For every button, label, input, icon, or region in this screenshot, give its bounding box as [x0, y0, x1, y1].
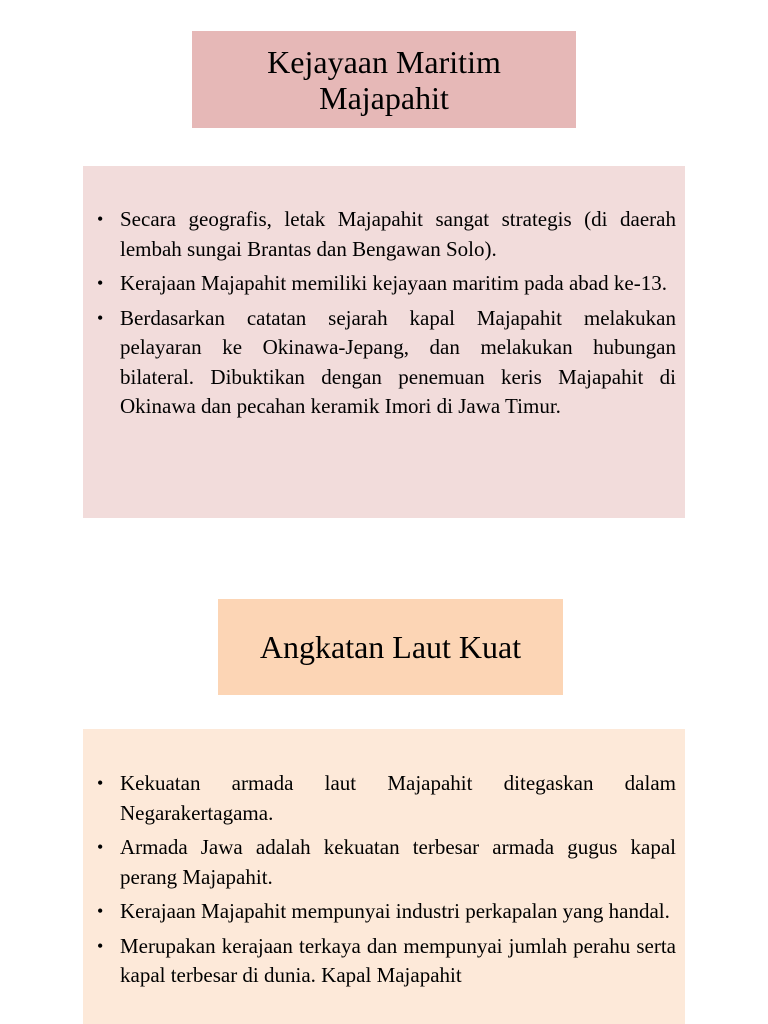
bullet-icon: •	[97, 307, 104, 328]
bullet-item	[93, 269, 676, 299]
bullet-icon: •	[97, 273, 104, 293]
section2-content-box	[83, 729, 685, 1024]
bullet-item	[93, 833, 676, 892]
bullet-icon: •	[97, 209, 104, 229]
bullet-icon: •	[97, 773, 104, 793]
section1-title-box	[192, 31, 576, 128]
bullet-text: Armada Jawa adalah kekuatan terbesar armada gugus kapal perang Majapahit.	[120, 835, 676, 889]
bullet-item	[93, 897, 676, 927]
bullet-item	[93, 769, 676, 828]
bullet-text: Merupakan kerajaan terkaya dan mempunyai jumlah perahu serta kapal terbesar di dunia. Kapal Majapahit	[120, 933, 676, 987]
bullet-text: Kerajaan Majapahit mempunyai industri perkapalan yang handal.	[120, 899, 670, 923]
bullet-item	[93, 205, 676, 264]
section1-title: Kejayaan Maritim Majapahit	[267, 43, 501, 116]
bullet-text: Secara geografis, letak Majapahit sangat strategis (di daerah lembah sungai Brantas dan Bengawan Solo).	[120, 207, 676, 261]
section2-title-box	[218, 599, 563, 695]
section2-title: Angkatan Laut Kuat	[259, 629, 522, 665]
bullet-icon: •	[97, 901, 104, 921]
bullet-text: Kerajaan Majapahit memiliki kejayaan maritim pada abad ke-13.	[120, 271, 667, 295]
bullet-item	[93, 932, 676, 991]
bullet-item	[93, 304, 676, 422]
bullet-icon: •	[97, 935, 104, 956]
bullet-text: Kekuatan armada laut Majapahit ditegaskan dalam Negarakertagama.	[120, 771, 676, 825]
section1-bullet-list	[93, 205, 676, 422]
bullet-icon: •	[97, 837, 104, 857]
section1-content-box	[83, 166, 685, 518]
bullet-text: Berdasarkan catatan sejarah kapal Majapahit melakukan pelayaran ke Okinawa-Jepang, dan melakukan hubungan bilateral. Dibuktikan dengan penemuan keris Majapahit di Okinawa dan pecahan keramik Imori di Jawa Timur.	[120, 305, 676, 418]
section2-bullet-list	[93, 769, 676, 991]
